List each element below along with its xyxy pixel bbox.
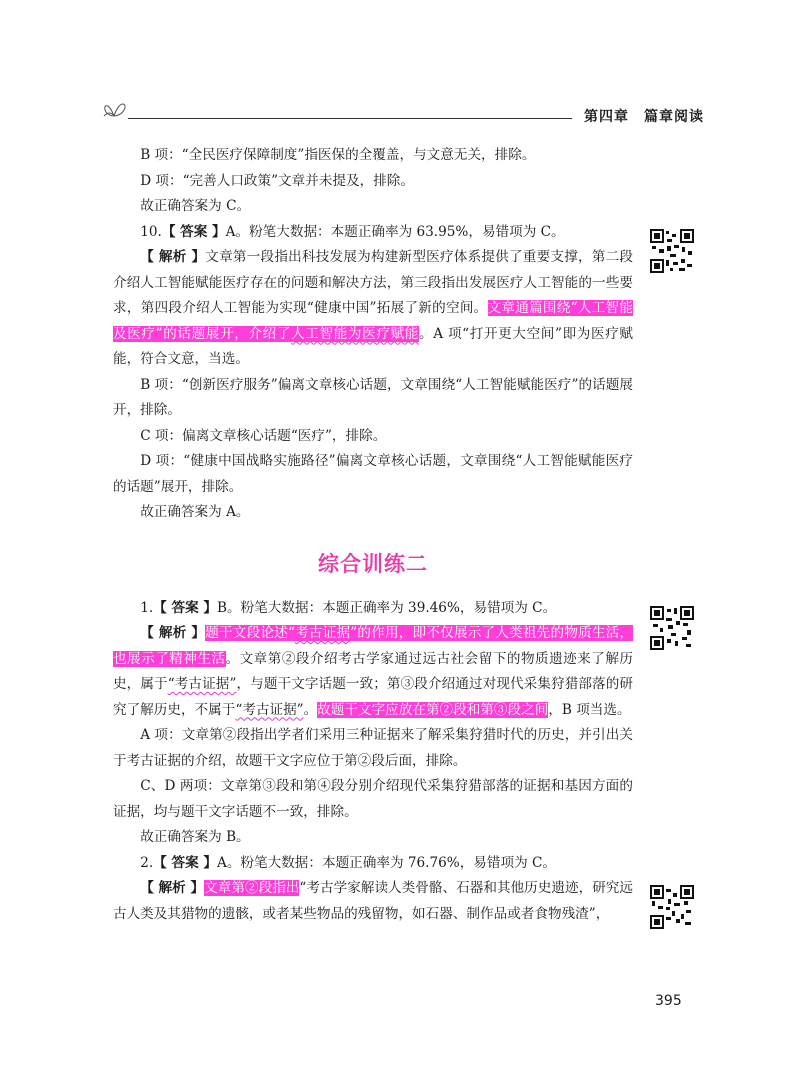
highlighted-underlined-text: 人工智能为医疗赋能 xyxy=(291,325,419,342)
explanation-text: ，B 项当选。 xyxy=(548,701,631,718)
answer-line-1 xyxy=(113,596,633,622)
option-b-text: B 项：“全民医疗保障制度”指医保的全覆盖，与文意无关，排除。 xyxy=(140,147,536,163)
qr-code-icon xyxy=(650,885,694,929)
explanation-text: 文章第一段指出科技发展为构建新型医疗体系提供了重要支撑，第二段介绍人工智能赋能医疗存在的问题和解决方法，第三段指出发展医疗人工智能的一些要求，第四段介绍人工智能为实现“健康中国”拓展了新的空间。 xyxy=(113,249,634,316)
answer-line-10 xyxy=(113,220,633,246)
explanation-text: “考古学家解读人类骨骼、石器和其他历史遗迹，研究远古人类及其猎物的遗骸，或者某些物品的残留物，如石器、制作品或者食物残渣”， xyxy=(113,880,634,922)
option-c-text: C 项：偏离文章核心话题“医疗”，排除。 xyxy=(140,427,387,444)
page-header xyxy=(0,0,800,130)
highlighted-underlined-text: 考古证据 xyxy=(294,625,351,641)
explanation-text: 。A 项“打开更大空间”即为医疗赋能，符合文意，当选。 xyxy=(113,325,634,367)
explanation-label: 【 解析 】 xyxy=(140,880,205,896)
highlighted-text: 题干文段论述“ xyxy=(205,625,295,641)
answer-summary: 故正确答案为 C。 xyxy=(140,198,251,214)
highlighted-text: 故题干文字应放在第②段和第③段之间 xyxy=(317,701,549,718)
page-number: 395 xyxy=(655,993,682,1009)
explanation-label: 【 解析 】 xyxy=(140,625,206,641)
leaf-icon xyxy=(100,96,130,120)
option-d-text: D 项：“健康中国战略实施路径”偏离文章核心话题，文章围绕“人工智能赋能医疗的话题”展开，排除。 xyxy=(113,453,633,495)
explanation-text: ，与题干文字话题一致；第③段介绍通过对现代采集狩猎部落的研究了解历史，不属于 xyxy=(113,676,634,718)
qr-code-icon xyxy=(650,606,694,650)
question-number: 1. xyxy=(140,599,154,616)
question-number: 10. xyxy=(140,223,162,240)
answer-label: 【 答案 】 xyxy=(161,223,226,240)
highlighted-text: ”的作用，即不仅展示了人类祖先的物质生活，也展示了精神生活 xyxy=(113,625,633,667)
highlighted-text: 文章第②段指出 xyxy=(204,880,300,896)
option-cd-text: C、D 两项：文章第③段和第④段分别介绍现代采集狩猎部落的证据和基因方面的证据，均与题干文字话题不一致，排除。 xyxy=(113,778,633,820)
page-content xyxy=(113,143,633,927)
highlighted-text: 文章通篇围绕“人工智能及医疗”的话题展开，介绍了 xyxy=(113,300,633,342)
underlined-text: “考古证据” xyxy=(235,701,304,718)
header-rule xyxy=(128,118,572,119)
option-b-text: B 项：“创新医疗服务”偏离文章核心话题，文章围绕“人工智能赋能医疗”的话题展开，排除。 xyxy=(113,376,633,418)
explanation-text: 。文章第②段介绍考古学家通过远古社会留下的物质遗迹来了解历史，属于 xyxy=(113,650,634,692)
section-title: 综合训练二 xyxy=(318,551,428,576)
answer-line-2 xyxy=(113,851,633,877)
answer-text: A。粉笔大数据：本题正确率为 63.95%，易错项为 C。 xyxy=(225,223,565,240)
explanation-2 xyxy=(113,876,633,927)
option-a-text: A 项：文章第②段指出学者们采用三种证据来了解采集狩猎时代的历史，并引出关于考古证据的介绍，故题干文字应位于第②段后面，排除。 xyxy=(113,727,633,769)
chapter-title: 第四章 篇章阅读 xyxy=(584,109,704,125)
answer-summary: 故正确答案为 A。 xyxy=(140,504,250,520)
option-d-text: D 项：“完善人口政策”文章并未提及，排除。 xyxy=(140,172,414,189)
answer-text: A。粉笔大数据：本题正确率为 76.76%，易错项为 C。 xyxy=(217,854,556,871)
answer-summary: 故正确答案为 B。 xyxy=(140,829,250,845)
explanation-1 xyxy=(113,621,633,723)
explanation-label: 【 解析 】 xyxy=(140,249,206,265)
explanation-text: 。 xyxy=(303,701,318,718)
answer-label: 【 答案 】 xyxy=(153,854,218,871)
qr-code-icon xyxy=(650,229,694,273)
explanation-10 xyxy=(113,245,633,373)
answer-text: B。粉笔大数据：本题正确率为 39.46%，易错项为 C。 xyxy=(217,599,557,616)
underlined-text: “考古证据” xyxy=(167,676,237,692)
answer-label: 【 答案 】 xyxy=(153,599,218,616)
question-number: 2. xyxy=(140,854,154,871)
